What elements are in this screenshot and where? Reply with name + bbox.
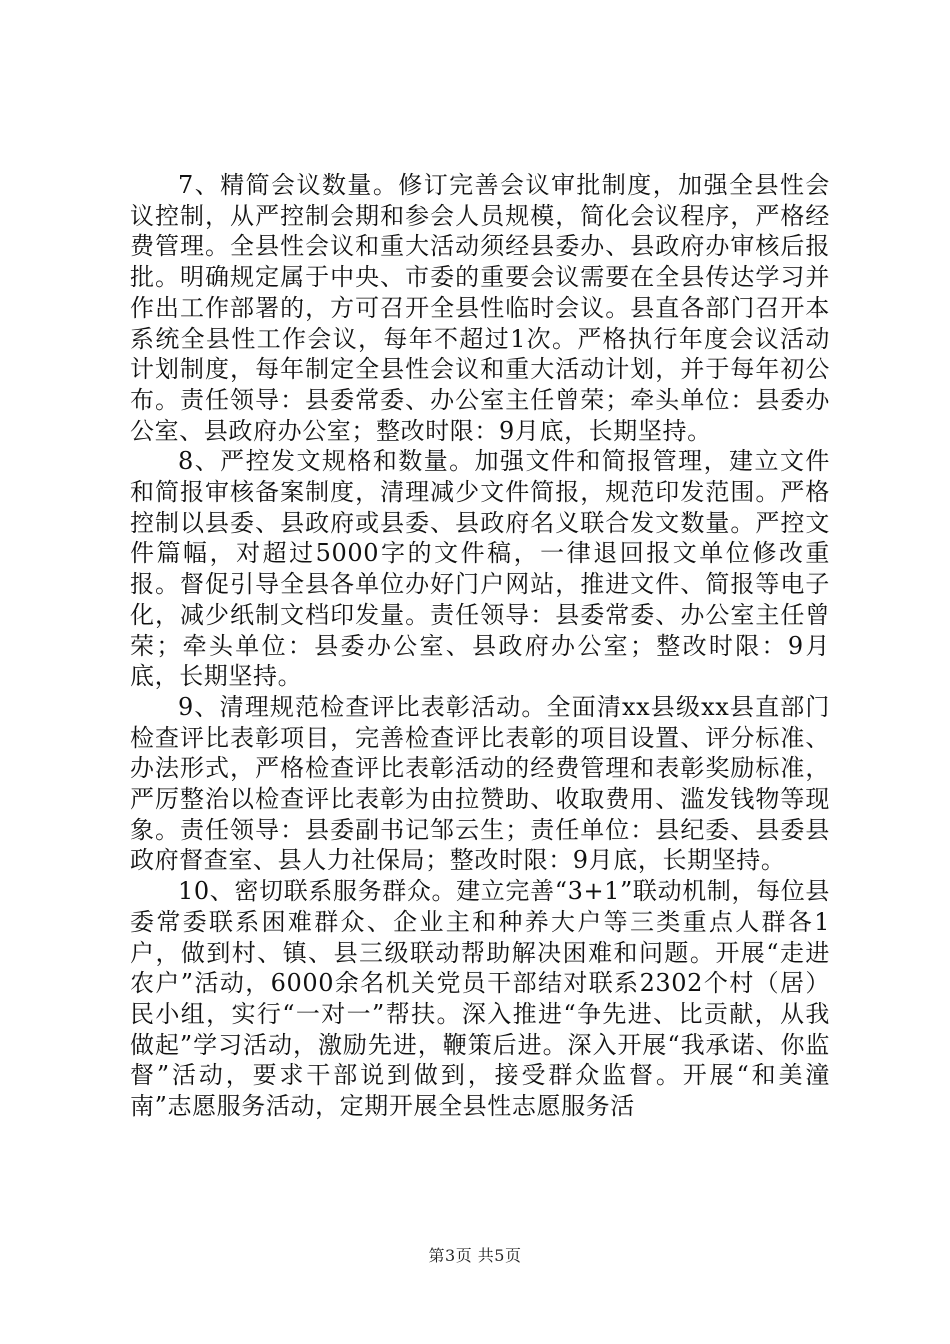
- paragraph-item-10: 10、密切联系服务群众。建立完善“3+1”联动机制，每位县委常委联系困难群众、企业主和种养大户等三类重点人群各1户，做到村、镇、县三级联动帮助解决困难和问题。开展“走进农户”活动，6000余名机关党员干部结对联系2302个村（居）民小组，实行“一对一”帮扶。深入推进“争先进、比贡献，从我做起”学习活动，激励先进，鞭策后进。深入开展“我承诺、你监督”活动，要求干部说到做到，接受群众监督。开展“和美潼南”志愿服务活动，定期开展全县性志愿服务活: [130, 877, 830, 1121]
- paragraph-item-7: 7、精简会议数量。修订完善会议审批制度，加强全县性会议控制，从严控制会期和参会人员规模，简化会议程序，严格经费管理。全县性会议和重大活动须经县委办、县政府办审核后报批。明确规定属于中央、市委的重要会议需要在全县传达学习并作出工作部署的，方可召开全县性临时会议。县直各部门召开本系统全县性工作会议，每年不超过1次。严格执行年度会议活动计划制度，每年制定全县性会议和重大活动计划，并于每年初公布。责任领导：县委常委、办公室主任曾荣；牵头单位：县委办公室、县政府办公室；整改时限：9月底，长期坚持。: [130, 171, 830, 445]
- page-number-footer: 第3页 共5页: [428, 1246, 522, 1265]
- document-body: [130, 170, 830, 1122]
- paragraph-item-8: 8、严控发文规格和数量。加强文件和简报管理，建立文件和简报审核备案制度，清理减少文件简报，规范印发范围。严格控制以县委、县政府或县委、县政府名义联合发文数量。严控文件篇幅，对超过5000字的文件稿，一律退回报文单位修改重报。督促引导全县各单位办好门户网站，推进文件、简报等电子化，减少纸制文档印发量。责任领导：县委常委、办公室主任曾荣；牵头单位：县委办公室、县政府办公室；整改时限：9月底，长期坚持。: [130, 447, 830, 691]
- paragraph-item-9: 9、清理规范检查评比表彰活动。全面清xx县级xx县直部门检查评比表彰项目，完善检查评比表彰的项目设置、评分标准、办法形式，严格检查评比表彰活动的经费管理和表彰奖励标准，严厉整治以检查评比表彰为由拉赞助、收取费用、滥发钱物等现象。责任领导：县委副书记邹云生；责任单位：县纪委、县委县政府督查室、县人力社保局；整改时限：9月底，长期坚持。: [130, 692, 830, 875]
